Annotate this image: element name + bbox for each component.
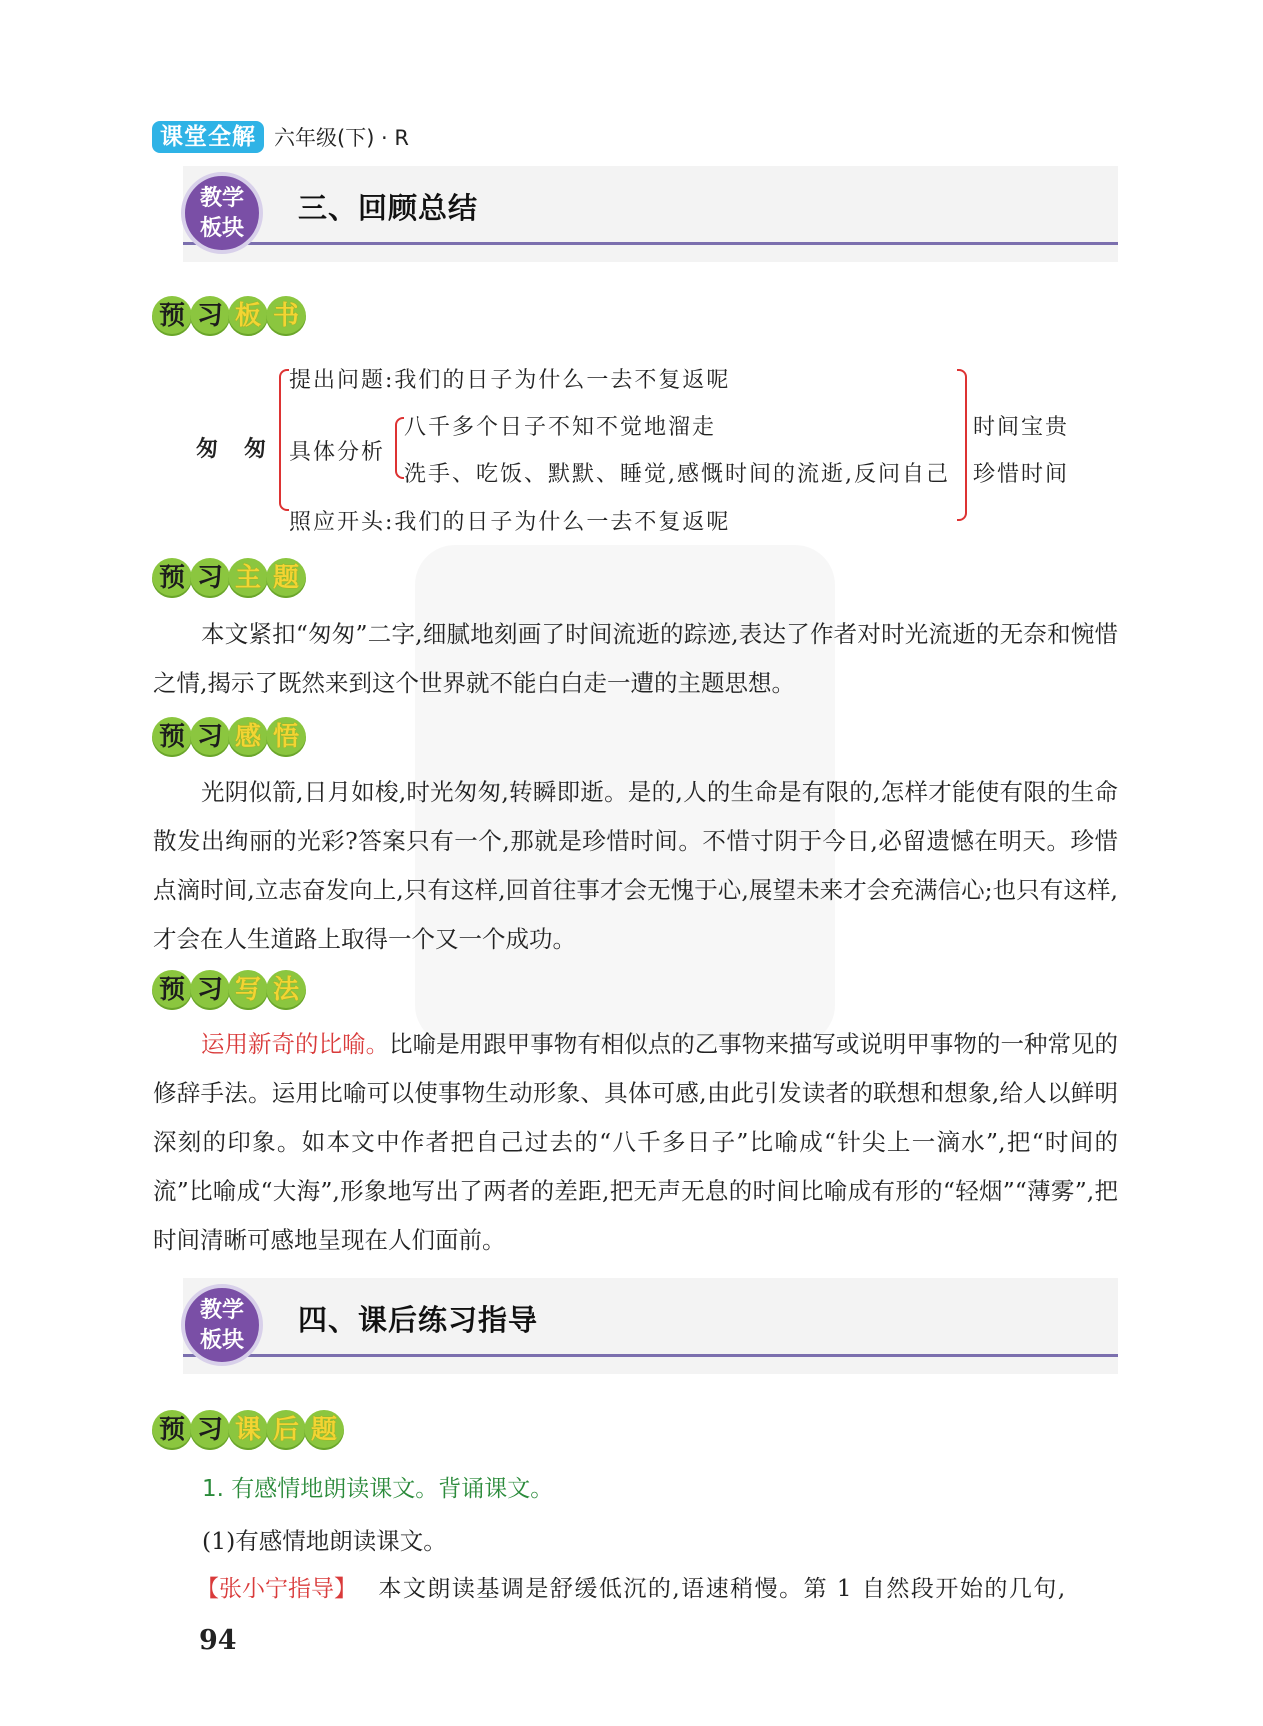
board-row-1: 提出问题:我们的日子为什么一去不复返呢	[289, 368, 731, 393]
guide-text: 本文朗读基调是舒缓低沉的,语速稍慢。第 1 自然段开始的几句,	[378, 1576, 1067, 1602]
inner-brace	[395, 417, 404, 479]
board-row-2-label: 具体分析	[289, 440, 386, 465]
writing-paragraph	[153, 1020, 1118, 1265]
guide-line	[196, 1570, 1116, 1603]
tag-preview-homework: 预 习 课 后 题	[152, 1410, 342, 1452]
guide-label: 【张小宁指导】	[196, 1576, 357, 1602]
board-right-2: 珍惜时间	[973, 462, 1070, 487]
section-title: 四、课后练习指导	[298, 1303, 539, 1337]
right-brace	[957, 369, 967, 521]
board-right-1: 时间宝贵	[973, 415, 1070, 440]
tag-preview-theme: 预 习 主 题	[152, 558, 304, 600]
board-diagram	[0, 355, 1263, 535]
section-badge: 教学 板块	[181, 1284, 263, 1366]
question-1-1: (1)有感情地朗读课文。	[202, 1527, 447, 1555]
board-center: 匆 匆	[196, 436, 269, 462]
insight-paragraph: 光阴似箭,日月如梭,时光匆匆,转瞬即逝。是的,人的生命是有限的,怎样才能使有限的生命散发出绚丽的光彩?答案只有一个,那就是珍惜时间。不惜寸阴于今日,必留遗憾在明天。珍惜点滴时间,立志奋发向上,只有这样,回首往事才会无愧于心,展望未来才会充满信心;也只有这样,才会在人生道路上取得一个又一个成功。	[153, 778, 1118, 953]
writing-lead: 运用新奇的比喻。	[201, 1030, 390, 1058]
writing-text: 比喻是用跟甲事物有相似点的乙事物来描写或说明甲事物的一种常见的修辞手法。运用比喻可以使事物生动形象、具体可感,由此引发读者的联想和想象,给人以鲜明深刻的印象。如本文中作者把自己过去的“八千多日子”比喻成“针尖上一滴水”,把“时间的流”比喻成“大海”,形象地写出了两者的差距,把无声无息的时间比喻成有形的“轻烟”“薄雾”,把时间清晰可感地呈现在人们面前。	[153, 1030, 1119, 1254]
question-1: 1. 有感情地朗读课文。背诵课文。	[202, 1476, 554, 1502]
board-row-2a: 八千多个日子不知不觉地溜走	[404, 415, 717, 440]
tag-preview-writing: 预 习 写 法	[152, 970, 304, 1012]
grade-label: 六年级(下) · R	[274, 126, 410, 150]
board-row-3: 照应开头:我们的日子为什么一去不复返呢	[289, 510, 731, 535]
board-row-2b: 洗手、吃饭、默默、睡觉,感慨时间的流逝,反问自己	[404, 462, 950, 487]
left-brace	[279, 369, 289, 511]
section-banner-4	[153, 1278, 1118, 1376]
theme-paragraph: 本文紧扣“匆匆”二字,细腻地刻画了时间流逝的踪迹,表达了作者对时光流逝的无奈和惋惜之情,揭示了既然来到这个世界就不能白白走一遭的主题思想。	[153, 620, 1118, 697]
section-badge: 教学 板块	[181, 172, 263, 254]
book-header	[152, 120, 409, 154]
tag-preview-insight: 预 习 感 悟	[152, 717, 304, 759]
page-number: 94	[199, 1625, 237, 1656]
section-title: 三、回顾总结	[298, 191, 479, 225]
section-banner-3	[153, 166, 1118, 264]
brand-logo: 课堂全解	[152, 121, 264, 153]
tag-preview-board: 预 习 板 书	[152, 296, 304, 338]
